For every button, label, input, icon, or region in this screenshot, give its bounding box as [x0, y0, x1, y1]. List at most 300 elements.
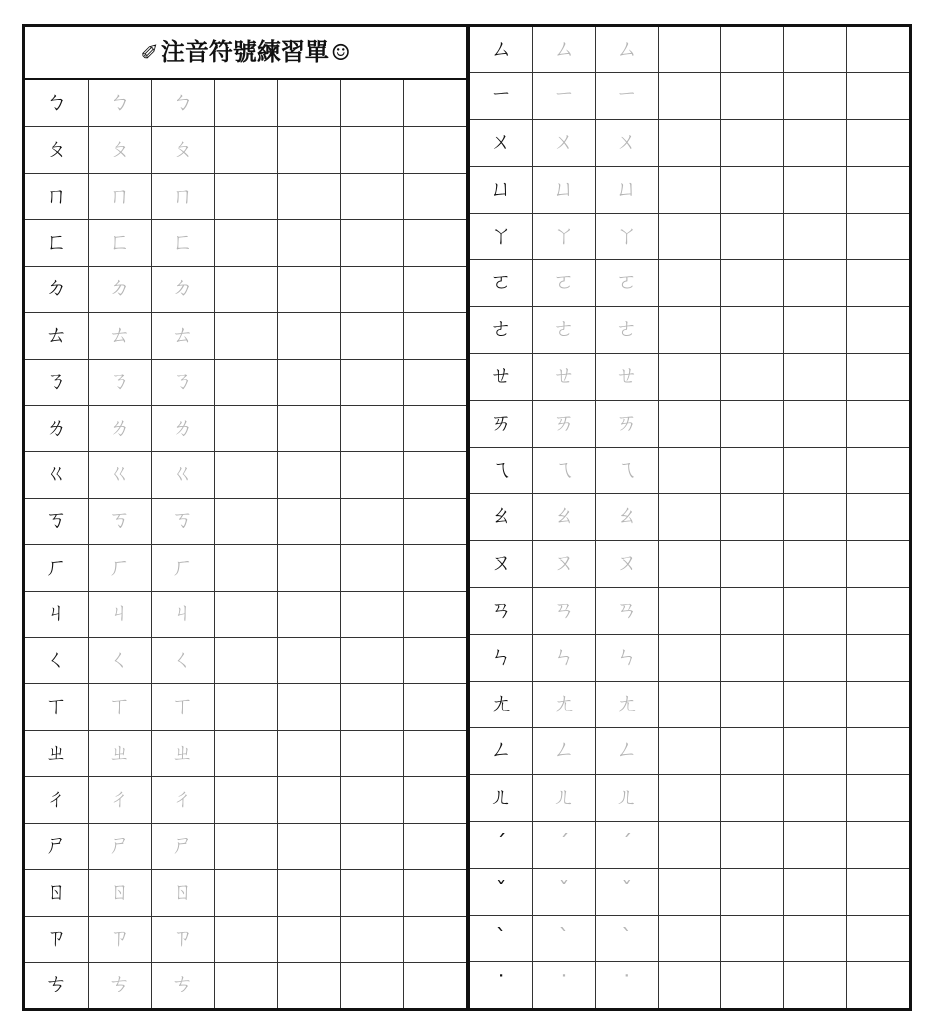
model-symbol: ㄑ [25, 638, 88, 684]
practice-row [470, 728, 909, 775]
writing-cell[interactable] [658, 588, 721, 635]
writing-cell[interactable] [277, 173, 340, 219]
writing-cell[interactable] [658, 962, 721, 1008]
writing-cell[interactable] [340, 313, 403, 359]
trace-symbol: ㄓ [88, 730, 151, 776]
model-symbol: ㄙ [470, 27, 533, 73]
writing-cell[interactable] [846, 915, 909, 962]
writing-cell[interactable] [403, 266, 466, 312]
writing-cell[interactable] [403, 127, 466, 173]
trace-symbol: ㄧ [595, 73, 658, 120]
practice-row [25, 591, 466, 637]
writing-cell[interactable] [340, 498, 403, 544]
trace-symbol: ㄝ [533, 354, 596, 401]
writing-cell[interactable] [214, 638, 277, 684]
writing-cell[interactable] [340, 452, 403, 498]
writing-cell[interactable] [658, 634, 721, 681]
practice-row [25, 220, 466, 266]
writing-cell[interactable] [340, 730, 403, 776]
writing-cell[interactable] [658, 73, 721, 120]
practice-row [25, 962, 466, 1008]
practice-row [25, 638, 466, 684]
writing-cell[interactable] [403, 916, 466, 962]
practice-row [470, 681, 909, 728]
trace-symbol: ㄔ [151, 777, 214, 823]
writing-cell[interactable] [658, 120, 721, 167]
model-symbol: ㄓ [25, 730, 88, 776]
writing-cell[interactable] [277, 777, 340, 823]
trace-symbol: ㄍ [151, 452, 214, 498]
trace-symbol: ㄉ [151, 266, 214, 312]
practice-row [25, 313, 466, 359]
trace-symbol: ㄊ [88, 313, 151, 359]
writing-cell[interactable] [277, 684, 340, 730]
practice-row [470, 775, 909, 822]
writing-cell[interactable] [721, 588, 784, 635]
writing-cell[interactable] [846, 400, 909, 447]
writing-cell[interactable] [403, 313, 466, 359]
writing-cell[interactable] [784, 494, 847, 541]
writing-cell[interactable] [658, 728, 721, 775]
writing-cell[interactable] [846, 728, 909, 775]
trace-symbol: ㄥ [595, 728, 658, 775]
writing-cell[interactable] [403, 79, 466, 126]
practice-row [25, 127, 466, 173]
trace-symbol: ㄏ [88, 545, 151, 591]
writing-cell[interactable] [784, 400, 847, 447]
writing-cell[interactable] [277, 823, 340, 869]
writing-cell[interactable] [721, 962, 784, 1008]
trace-symbol: ˊ [595, 822, 658, 869]
writing-cell[interactable] [277, 359, 340, 405]
model-symbol: ㄊ [25, 313, 88, 359]
writing-cell[interactable] [846, 354, 909, 401]
practice-row [25, 266, 466, 312]
writing-cell[interactable] [658, 541, 721, 588]
trace-symbol: ㄇ [151, 173, 214, 219]
practice-row [470, 213, 909, 260]
writing-cell[interactable] [214, 916, 277, 962]
writing-cell[interactable] [721, 120, 784, 167]
trace-symbol: ㄋ [151, 359, 214, 405]
trace-symbol: ㄐ [88, 591, 151, 637]
trace-symbol: ㄟ [533, 447, 596, 494]
model-symbol: ㄠ [470, 494, 533, 541]
trace-symbol: ㄗ [88, 916, 151, 962]
model-symbol: ˇ [470, 868, 533, 915]
writing-cell[interactable] [784, 775, 847, 822]
writing-cell[interactable] [846, 962, 909, 1008]
writing-cell[interactable] [277, 870, 340, 916]
writing-cell[interactable] [214, 684, 277, 730]
trace-symbol: ㄍ [88, 452, 151, 498]
trace-symbol: ㄑ [151, 638, 214, 684]
writing-cell[interactable] [721, 494, 784, 541]
writing-cell[interactable] [658, 822, 721, 869]
trace-symbol: ㄒ [151, 684, 214, 730]
model-symbol: ˋ [470, 915, 533, 962]
model-symbol: ㄅ [25, 79, 88, 126]
writing-cell[interactable] [214, 498, 277, 544]
trace-symbol: ㄎ [88, 498, 151, 544]
practice-row [470, 634, 909, 681]
trace-symbol: ㄚ [595, 213, 658, 260]
writing-cell[interactable] [340, 591, 403, 637]
writing-cell[interactable] [214, 591, 277, 637]
writing-cell[interactable] [846, 541, 909, 588]
writing-cell[interactable] [721, 728, 784, 775]
writing-cell[interactable] [403, 777, 466, 823]
writing-cell[interactable] [403, 452, 466, 498]
practice-row [470, 868, 909, 915]
writing-cell[interactable] [784, 588, 847, 635]
writing-cell[interactable] [277, 591, 340, 637]
writing-cell[interactable] [403, 359, 466, 405]
trace-symbol: ㄞ [595, 400, 658, 447]
writing-cell[interactable] [846, 634, 909, 681]
writing-cell[interactable] [721, 213, 784, 260]
model-symbol: ㄥ [470, 728, 533, 775]
writing-cell[interactable] [658, 775, 721, 822]
trace-symbol: ㄡ [533, 541, 596, 588]
writing-cell[interactable] [784, 681, 847, 728]
trace-symbol: ˋ [595, 915, 658, 962]
trace-symbol: ㄇ [88, 173, 151, 219]
writing-cell[interactable] [784, 120, 847, 167]
writing-cell[interactable] [721, 447, 784, 494]
writing-cell[interactable] [277, 498, 340, 544]
writing-cell[interactable] [784, 634, 847, 681]
writing-cell[interactable] [214, 777, 277, 823]
model-symbol: ㄈ [25, 220, 88, 266]
writing-cell[interactable] [340, 870, 403, 916]
trace-symbol: ㄝ [595, 354, 658, 401]
writing-cell[interactable] [340, 545, 403, 591]
practice-row [470, 588, 909, 635]
trace-symbol: ㄆ [88, 127, 151, 173]
model-symbol: ˊ [470, 822, 533, 869]
practice-row [25, 916, 466, 962]
model-symbol: ㄕ [25, 823, 88, 869]
trace-symbol: ˇ [595, 868, 658, 915]
model-symbol: ㄣ [470, 634, 533, 681]
page-title [25, 27, 466, 79]
model-symbol: ㄦ [470, 775, 533, 822]
writing-cell[interactable] [340, 79, 403, 126]
practice-row [25, 173, 466, 219]
writing-cell[interactable] [340, 777, 403, 823]
writing-cell[interactable] [214, 962, 277, 1008]
practice-row [25, 730, 466, 776]
writing-cell[interactable] [340, 916, 403, 962]
writing-cell[interactable] [721, 634, 784, 681]
model-symbol: ㄉ [25, 266, 88, 312]
writing-cell[interactable] [658, 354, 721, 401]
writing-cell[interactable] [340, 823, 403, 869]
model-symbol: ㄌ [25, 405, 88, 451]
writing-cell[interactable] [340, 127, 403, 173]
writing-cell[interactable] [784, 260, 847, 307]
writing-cell[interactable] [658, 868, 721, 915]
model-symbol: ㄇ [25, 173, 88, 219]
writing-cell[interactable] [214, 173, 277, 219]
writing-cell[interactable] [214, 730, 277, 776]
practice-row [25, 823, 466, 869]
trace-symbol: ㄘ [151, 962, 214, 1008]
writing-cell[interactable] [214, 405, 277, 451]
model-symbol: ㄆ [25, 127, 88, 173]
model-symbol: ㄏ [25, 545, 88, 591]
writing-cell[interactable] [658, 260, 721, 307]
writing-cell[interactable] [784, 166, 847, 213]
writing-cell[interactable] [658, 494, 721, 541]
writing-cell[interactable] [403, 591, 466, 637]
writing-cell[interactable] [846, 260, 909, 307]
trace-symbol: ㄑ [88, 638, 151, 684]
trace-symbol: ㄙ [595, 27, 658, 73]
model-symbol: ㄧ [470, 73, 533, 120]
writing-cell[interactable] [721, 822, 784, 869]
trace-symbol: ㄗ [151, 916, 214, 962]
model-symbol: ㄒ [25, 684, 88, 730]
trace-symbol: ㄆ [151, 127, 214, 173]
writing-cell[interactable] [721, 775, 784, 822]
writing-cell[interactable] [784, 728, 847, 775]
model-symbol: ㄔ [25, 777, 88, 823]
writing-cell[interactable] [277, 452, 340, 498]
smiley-icon: ☺ [330, 41, 351, 67]
trace-symbol: ㄓ [151, 730, 214, 776]
model-symbol: ㄩ [470, 166, 533, 213]
writing-cell[interactable] [277, 266, 340, 312]
writing-cell[interactable] [784, 962, 847, 1008]
writing-cell[interactable] [721, 166, 784, 213]
writing-cell[interactable] [784, 915, 847, 962]
writing-cell[interactable] [784, 27, 847, 73]
trace-symbol: ㄖ [151, 870, 214, 916]
writing-cell[interactable] [403, 962, 466, 1008]
writing-cell[interactable] [214, 313, 277, 359]
trace-symbol: ㄚ [533, 213, 596, 260]
writing-cell[interactable] [658, 400, 721, 447]
writing-cell[interactable] [340, 220, 403, 266]
writing-cell[interactable] [846, 307, 909, 354]
trace-symbol: ㄅ [88, 79, 151, 126]
writing-cell[interactable] [846, 822, 909, 869]
writing-cell[interactable] [403, 684, 466, 730]
writing-cell[interactable] [784, 822, 847, 869]
writing-cell[interactable] [340, 359, 403, 405]
model-symbol: ㄚ [470, 213, 533, 260]
writing-cell[interactable] [277, 638, 340, 684]
writing-cell[interactable] [340, 962, 403, 1008]
trace-symbol: ㄟ [595, 447, 658, 494]
writing-cell[interactable] [277, 730, 340, 776]
writing-cell[interactable] [721, 260, 784, 307]
writing-cell[interactable] [658, 27, 721, 73]
trace-symbol: ˇ [533, 868, 596, 915]
trace-symbol: ㄅ [151, 79, 214, 126]
model-symbol: ㄐ [25, 591, 88, 637]
trace-symbol: ㄠ [533, 494, 596, 541]
practice-row [25, 452, 466, 498]
writing-cell[interactable] [403, 638, 466, 684]
model-symbol: ㄗ [25, 916, 88, 962]
writing-cell[interactable] [277, 916, 340, 962]
writing-cell[interactable] [403, 173, 466, 219]
writing-cell[interactable] [658, 681, 721, 728]
trace-symbol: ㄏ [151, 545, 214, 591]
writing-cell[interactable] [658, 307, 721, 354]
model-symbol: ㄍ [25, 452, 88, 498]
writing-cell[interactable] [846, 588, 909, 635]
trace-symbol: ㄢ [533, 588, 596, 635]
title-row [25, 27, 466, 79]
writing-cell[interactable] [403, 730, 466, 776]
writing-cell[interactable] [784, 307, 847, 354]
model-symbol: ㄘ [25, 962, 88, 1008]
trace-symbol: ㄌ [151, 405, 214, 451]
writing-cell[interactable] [721, 307, 784, 354]
trace-symbol: ㄤ [595, 681, 658, 728]
writing-cell[interactable] [403, 823, 466, 869]
writing-cell[interactable] [846, 775, 909, 822]
writing-cell[interactable] [784, 213, 847, 260]
writing-cell[interactable] [277, 545, 340, 591]
writing-cell[interactable] [214, 266, 277, 312]
writing-cell[interactable] [658, 915, 721, 962]
trace-symbol: ㄨ [595, 120, 658, 167]
trace-symbol: ㄠ [595, 494, 658, 541]
writing-cell[interactable] [277, 405, 340, 451]
writing-cell[interactable] [784, 541, 847, 588]
writing-cell[interactable] [277, 79, 340, 126]
practice-row [470, 260, 909, 307]
model-symbol: ㄞ [470, 400, 533, 447]
practice-row [470, 166, 909, 213]
writing-cell[interactable] [277, 313, 340, 359]
trace-symbol: ㄕ [88, 823, 151, 869]
writing-cell[interactable] [784, 868, 847, 915]
writing-cell[interactable] [846, 166, 909, 213]
writing-cell[interactable] [277, 127, 340, 173]
writing-cell[interactable] [721, 868, 784, 915]
writing-cell[interactable] [277, 220, 340, 266]
writing-cell[interactable] [214, 359, 277, 405]
trace-symbol: ˋ [533, 915, 596, 962]
practice-row [25, 359, 466, 405]
model-symbol: ㄎ [25, 498, 88, 544]
writing-cell[interactable] [214, 79, 277, 126]
writing-cell[interactable] [658, 166, 721, 213]
writing-cell[interactable] [403, 545, 466, 591]
writing-cell[interactable] [340, 638, 403, 684]
writing-cell[interactable] [340, 684, 403, 730]
writing-cell[interactable] [403, 498, 466, 544]
practice-row [25, 684, 466, 730]
trace-symbol: ㄤ [533, 681, 596, 728]
writing-cell[interactable] [721, 681, 784, 728]
writing-cell[interactable] [846, 73, 909, 120]
writing-cell[interactable] [340, 266, 403, 312]
model-symbol: ㄟ [470, 447, 533, 494]
writing-cell[interactable] [846, 868, 909, 915]
writing-cell[interactable] [214, 220, 277, 266]
writing-cell[interactable] [340, 173, 403, 219]
trace-symbol: ㄒ [88, 684, 151, 730]
writing-cell[interactable] [846, 447, 909, 494]
writing-cell[interactable] [846, 27, 909, 73]
practice-row [470, 494, 909, 541]
writing-cell[interactable] [658, 213, 721, 260]
trace-symbol: ˊ [533, 822, 596, 869]
model-symbol: ㄋ [25, 359, 88, 405]
writing-cell[interactable] [846, 213, 909, 260]
writing-cell[interactable] [277, 962, 340, 1008]
practice-row [25, 777, 466, 823]
model-symbol: ㄛ [470, 260, 533, 307]
trace-symbol: ㄉ [88, 266, 151, 312]
writing-cell[interactable] [721, 400, 784, 447]
trace-symbol: ㄈ [88, 220, 151, 266]
trace-symbol: ㄈ [151, 220, 214, 266]
trace-symbol: ㄙ [533, 27, 596, 73]
practice-row [25, 405, 466, 451]
writing-cell[interactable] [846, 120, 909, 167]
trace-symbol: ˙ [533, 962, 596, 1008]
writing-cell[interactable] [784, 73, 847, 120]
writing-cell[interactable] [721, 27, 784, 73]
writing-cell[interactable] [784, 354, 847, 401]
trace-symbol: ㄌ [88, 405, 151, 451]
writing-cell[interactable] [846, 681, 909, 728]
writing-cell[interactable] [340, 405, 403, 451]
title-text: 注音符號練習單 [160, 37, 329, 67]
writing-cell[interactable] [658, 447, 721, 494]
trace-symbol: ㄎ [151, 498, 214, 544]
model-symbol: ㄖ [25, 870, 88, 916]
writing-cell[interactable] [846, 494, 909, 541]
trace-symbol: ㄦ [595, 775, 658, 822]
trace-symbol: ㄖ [88, 870, 151, 916]
trace-symbol: ㄡ [595, 541, 658, 588]
practice-row [25, 545, 466, 591]
writing-cell[interactable] [403, 870, 466, 916]
writing-cell[interactable] [214, 452, 277, 498]
practice-row [470, 307, 909, 354]
writing-cell[interactable] [721, 354, 784, 401]
trace-symbol: ㄩ [595, 166, 658, 213]
trace-symbol: ㄣ [595, 634, 658, 681]
writing-cell[interactable] [403, 220, 466, 266]
writing-cell[interactable] [784, 447, 847, 494]
writing-cell[interactable] [721, 915, 784, 962]
writing-cell[interactable] [214, 545, 277, 591]
model-symbol: ˙ [470, 962, 533, 1008]
trace-symbol: ㄕ [151, 823, 214, 869]
trace-symbol: ˙ [595, 962, 658, 1008]
writing-cell[interactable] [721, 541, 784, 588]
writing-cell[interactable] [403, 405, 466, 451]
writing-cell[interactable] [721, 73, 784, 120]
practice-row [25, 79, 466, 126]
practice-row [470, 541, 909, 588]
writing-cell[interactable] [214, 870, 277, 916]
practice-row [25, 870, 466, 916]
writing-cell[interactable] [214, 127, 277, 173]
writing-cell[interactable] [214, 823, 277, 869]
practice-row [25, 498, 466, 544]
